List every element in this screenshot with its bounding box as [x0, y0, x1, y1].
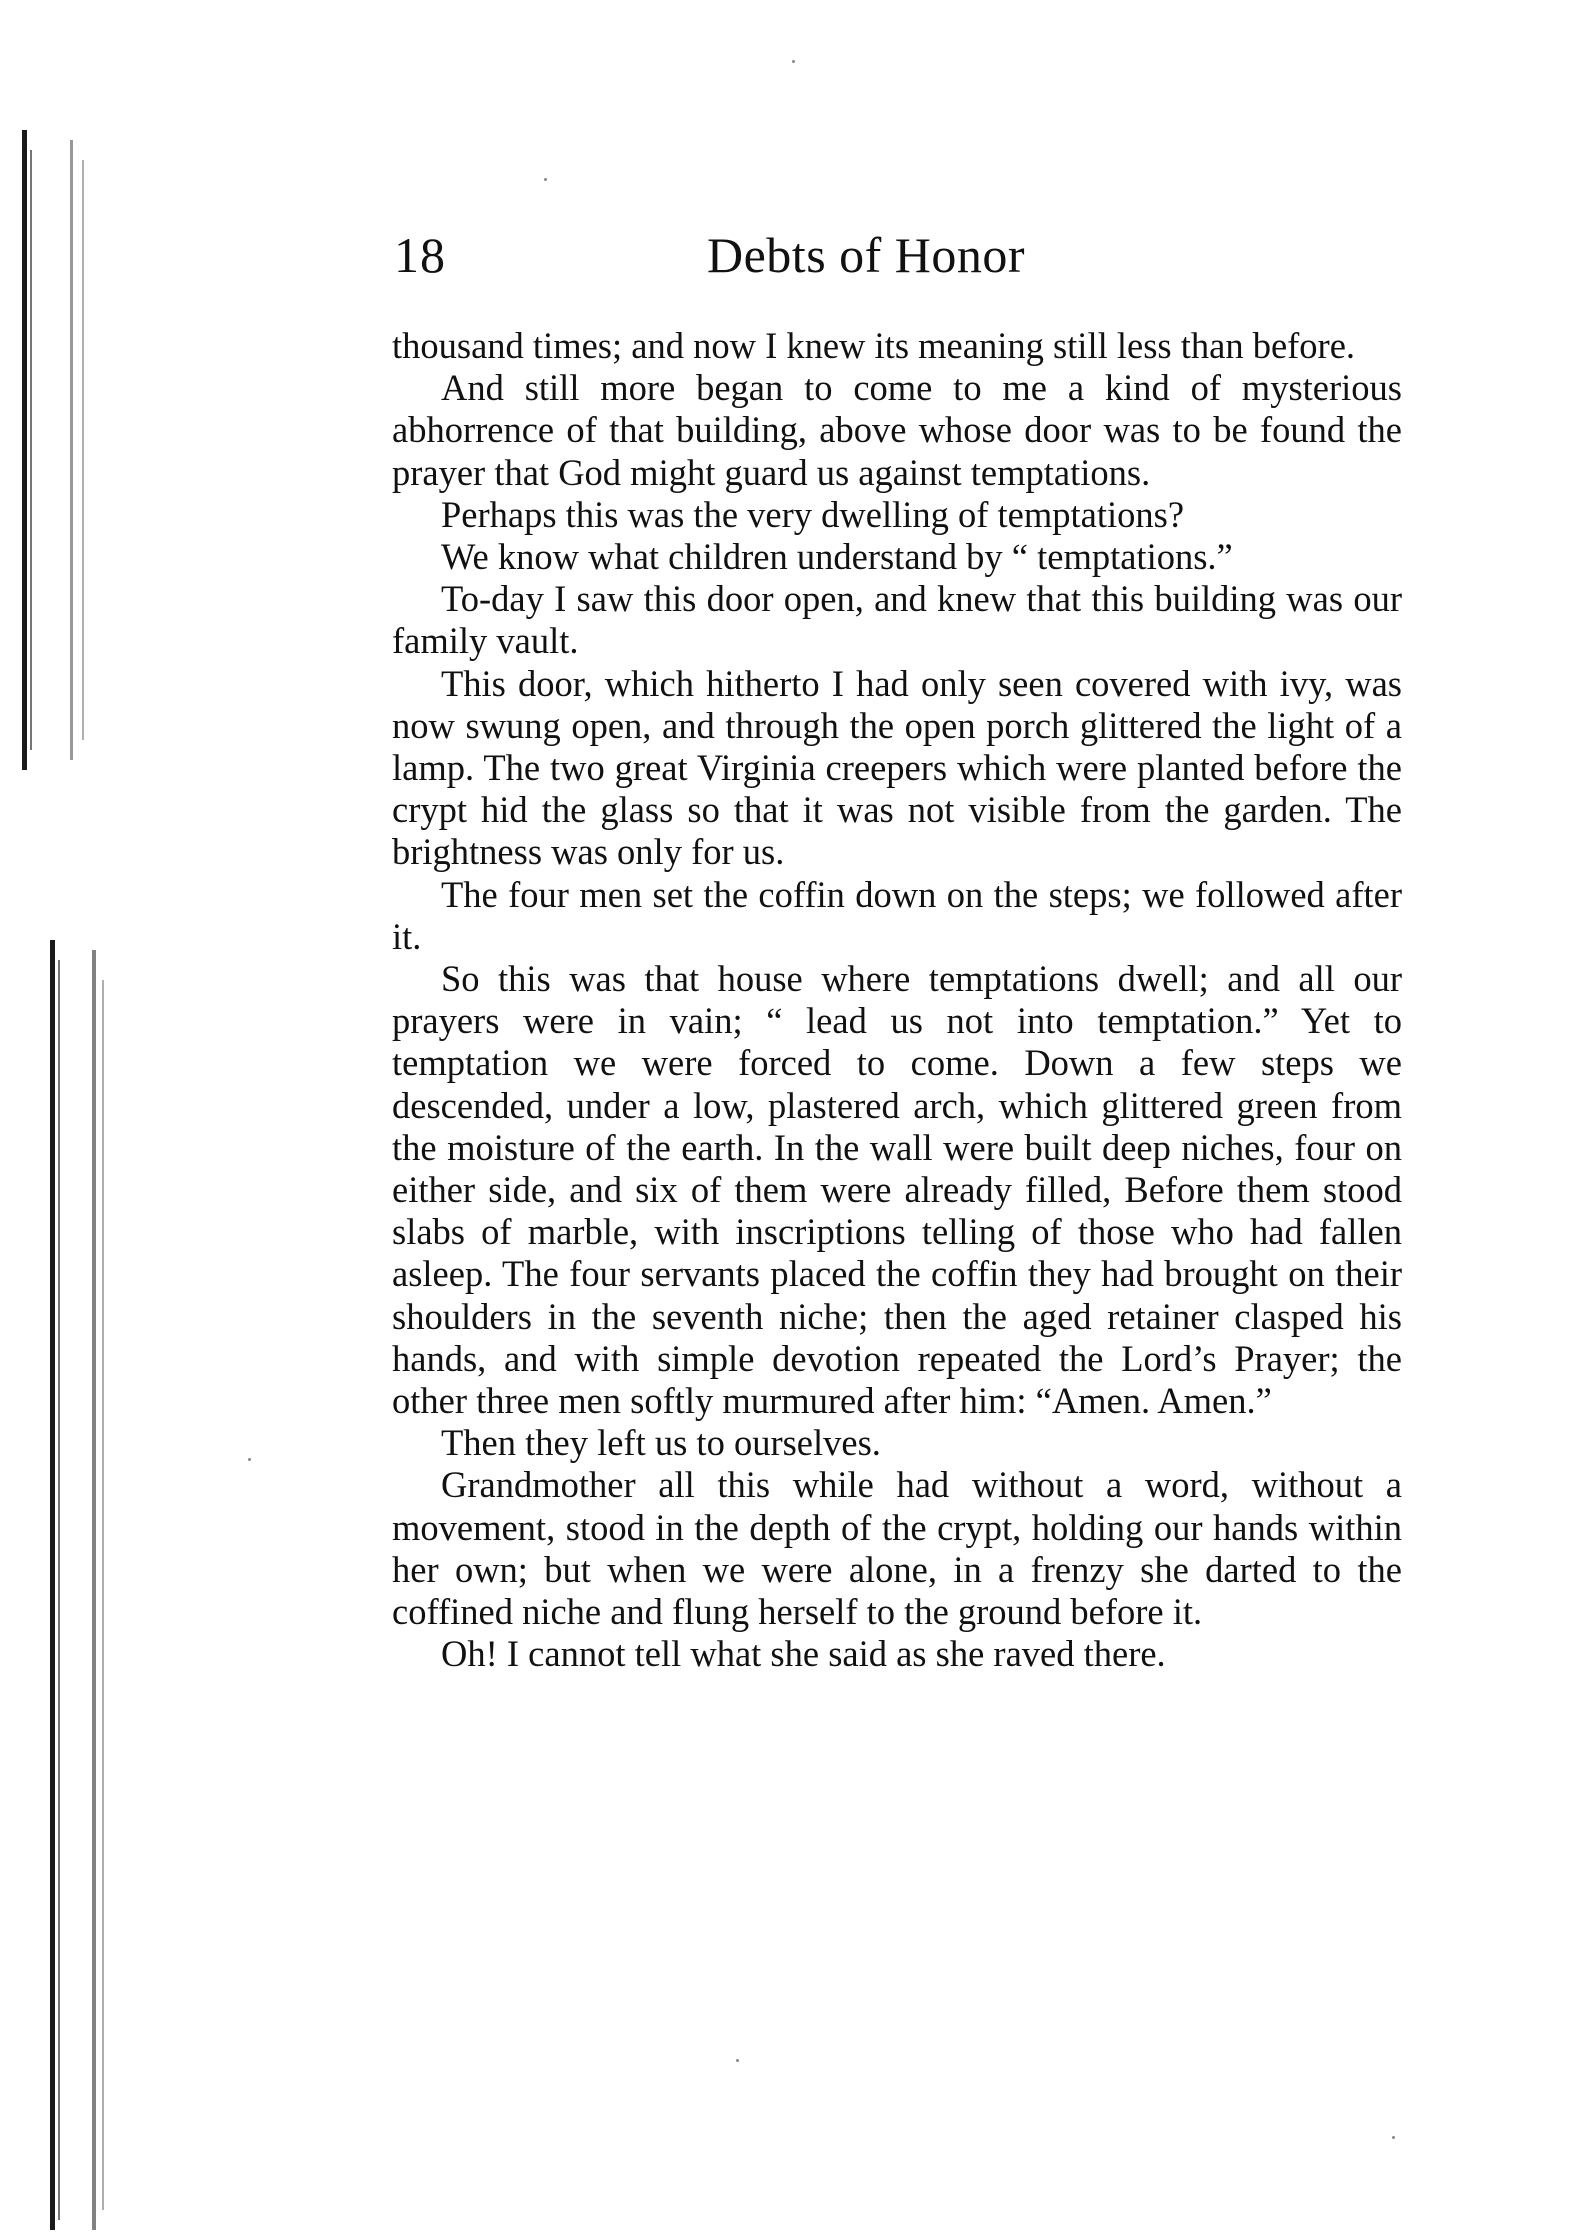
paragraph: To-day I saw this door open, and knew that this building was our family vault. — [392, 578, 1402, 662]
paragraph: This door, which hitherto I had only seen covered with ivy, was now swung open, and through the open porch glittered the light of a lamp. The two great Virginia creepers which were planted before the crypt hid the glass so that it was not visible from the garden. The brightness was only for us. — [392, 662, 1402, 873]
page-number: 18 — [394, 227, 446, 283]
paragraph: Oh! I cannot tell what she said as she raved there. — [441, 1633, 1166, 1675]
scan-speck — [248, 1458, 251, 1461]
running-title: Debts of Honor — [707, 227, 1026, 283]
paragraph: The four men set the coffin down on the steps; we followed after it. — [392, 873, 1402, 957]
scan-speck — [544, 178, 547, 181]
scan-speck — [736, 2059, 739, 2062]
paragraph: Perhaps this was the very dwelling of temptations? — [441, 493, 1185, 535]
book-page — [392, 225, 1402, 1676]
paragraph: So this was that house where temptations dwell; and all our prayers were in vain; “ lead us not into temptation.” Yet to temptation we were forced to come. Down a few steps we descended, under a low, plastered arch, which glittered green from the moisture of the earth. In the wall were built deep niches, four on either side, and six of them were already filled, Before them stood slabs of marble, with inscriptions telling of those who had fallen asleep. The four servants placed the coffin they had brought on their shoulders in the seventh niche; then the aged retainer clasped his hands, and with simple devotion repeated the Lord’s Prayer; the other three men softly murmured after him: “Amen. Amen.” — [392, 958, 1402, 1422]
binding-edge-shadow — [0, 0, 120, 2235]
paragraph: Grandmother all this while had without a word, without a movement, stood in the depth of the crypt, holding our hands within her own; but when we were alone, in a frenzy she darted to the coffined niche and flung herself to the ground before it. — [392, 1464, 1402, 1633]
paragraph: We know what children understand by “ temptations.” — [441, 536, 1233, 578]
running-head — [392, 225, 1402, 325]
paragraph: And still more began to come to me a kind of mysterious abhorrence of that building, above whose door was to be found the prayer that God might guard us against temptations. — [392, 367, 1402, 493]
scan-speck — [792, 60, 795, 63]
paragraph: thousand times; and now I knew its meaning still less than before. — [392, 325, 1356, 366]
body-text — [392, 325, 1402, 1676]
paragraph: Then they left us to ourselves. — [441, 1422, 881, 1464]
scan-speck — [1392, 2136, 1395, 2139]
